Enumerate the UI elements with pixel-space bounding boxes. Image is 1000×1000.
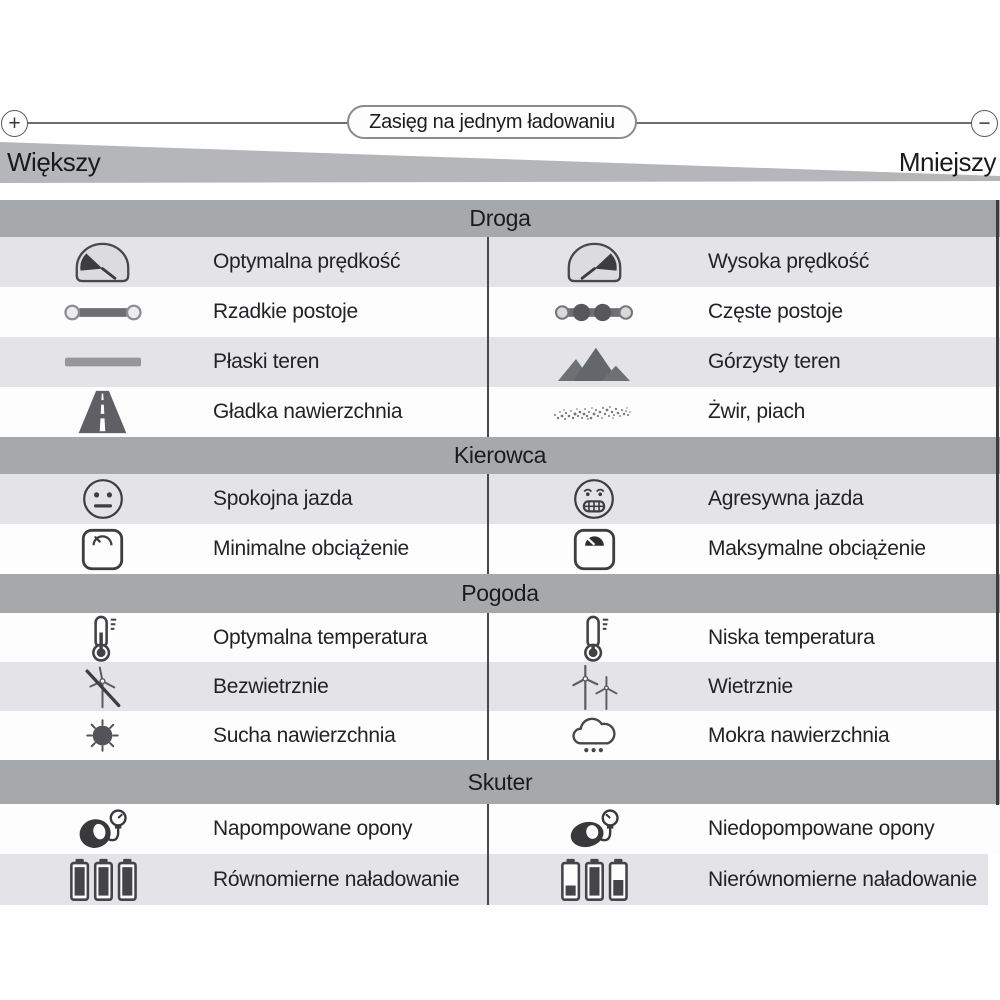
table-row: [0, 662, 1000, 711]
section-header-droga: [0, 200, 1000, 237]
smooth-road-icon: [75, 389, 130, 435]
thermometer-low-icon: [578, 614, 611, 662]
table-row: [0, 711, 1000, 760]
tire-inflated-icon: [71, 806, 134, 852]
row-label: Niedopompowane opony: [708, 817, 935, 840]
table-row: [0, 474, 1000, 524]
label-smaller-range: Mniejszy: [898, 147, 996, 177]
row-label: Żwir, piach: [708, 400, 806, 423]
row-label: Wysoka prędkość: [708, 250, 870, 273]
range-title-pill: [347, 105, 637, 139]
row-label: Optymalna temperatura: [213, 625, 428, 649]
speedometer-low-icon: [72, 239, 133, 285]
row-label: Maksymalne obciążenie: [708, 537, 926, 560]
row-label: Gładka nawierzchnia: [213, 400, 403, 423]
row-label: Spokojna jazda: [213, 487, 353, 510]
calm-face-icon: [81, 477, 125, 521]
batteries-even-icon: [68, 858, 138, 902]
row-label: Równomierne naładowanie: [213, 867, 460, 891]
row-label: Napompowane opony: [213, 817, 413, 840]
gravel-icon: [552, 400, 636, 424]
row-label: Częste postoje: [708, 300, 843, 323]
rain-cloud-icon: [569, 714, 620, 758]
thermometer-optimal-icon: [86, 614, 119, 662]
right-edge-line: [996, 200, 999, 805]
row-label: Wietrznie: [708, 674, 793, 698]
label-bigger-range: Większy: [7, 147, 101, 177]
table-row: [0, 804, 1000, 854]
section-title: Droga: [469, 205, 531, 231]
table-row: [0, 337, 1000, 387]
flat-terrain-icon: [64, 356, 142, 368]
mountains-icon: [556, 341, 632, 383]
scale-min-icon: [80, 527, 125, 572]
range-gradient-wedge: [0, 135, 1000, 190]
page-title: Zasięg na jednym ładowaniu: [369, 110, 615, 133]
rare-stops-icon: [64, 300, 142, 325]
plus-icon: +: [8, 112, 21, 135]
row-label: Minimalne obciążenie: [213, 537, 409, 560]
factors-table: [0, 200, 1000, 905]
section-header-kierowca: [0, 437, 1000, 474]
row-label: Bezwietrznie: [213, 674, 329, 698]
row-label: Nierównomierne naładowanie: [708, 867, 977, 891]
row-label: Agresywna jazda: [708, 487, 864, 510]
row-label: Optymalna prędkość: [213, 250, 401, 273]
section-header-skuter: [0, 760, 1000, 804]
aggressive-face-icon: [572, 477, 616, 521]
table-row: [0, 287, 1000, 337]
table-row: [0, 854, 988, 905]
frequent-stops-icon: [555, 300, 633, 325]
sun-icon: [81, 714, 124, 757]
row-label: Rzadkie postoje: [213, 300, 358, 323]
plus-circle: [1, 110, 28, 137]
row-label: Sucha nawierzchnia: [213, 723, 396, 747]
section-title: Skuter: [467, 768, 533, 795]
no-wind-icon: [79, 663, 126, 710]
row-label: Mokra nawierzchnia: [708, 723, 890, 747]
row-label: Niska temperatura: [708, 625, 875, 649]
wind-turbines-icon: [567, 663, 622, 711]
table-row: [0, 613, 1000, 662]
section-title: Pogoda: [461, 580, 539, 606]
section-title: Kierowca: [453, 442, 547, 468]
minus-circle: [971, 110, 998, 137]
minus-icon: −: [978, 112, 991, 135]
speedometer-high-icon: [564, 239, 625, 285]
table-row: [0, 524, 1000, 574]
table-row: [0, 237, 1000, 287]
batteries-uneven-icon: [559, 858, 629, 902]
tire-deflated-icon: [563, 806, 626, 852]
scale-max-icon: [572, 527, 617, 572]
table-row: [0, 387, 1000, 437]
section-header-pogoda: [0, 574, 1000, 613]
row-label: Górzysty teren: [708, 350, 841, 373]
row-label: Płaski teren: [213, 350, 320, 373]
